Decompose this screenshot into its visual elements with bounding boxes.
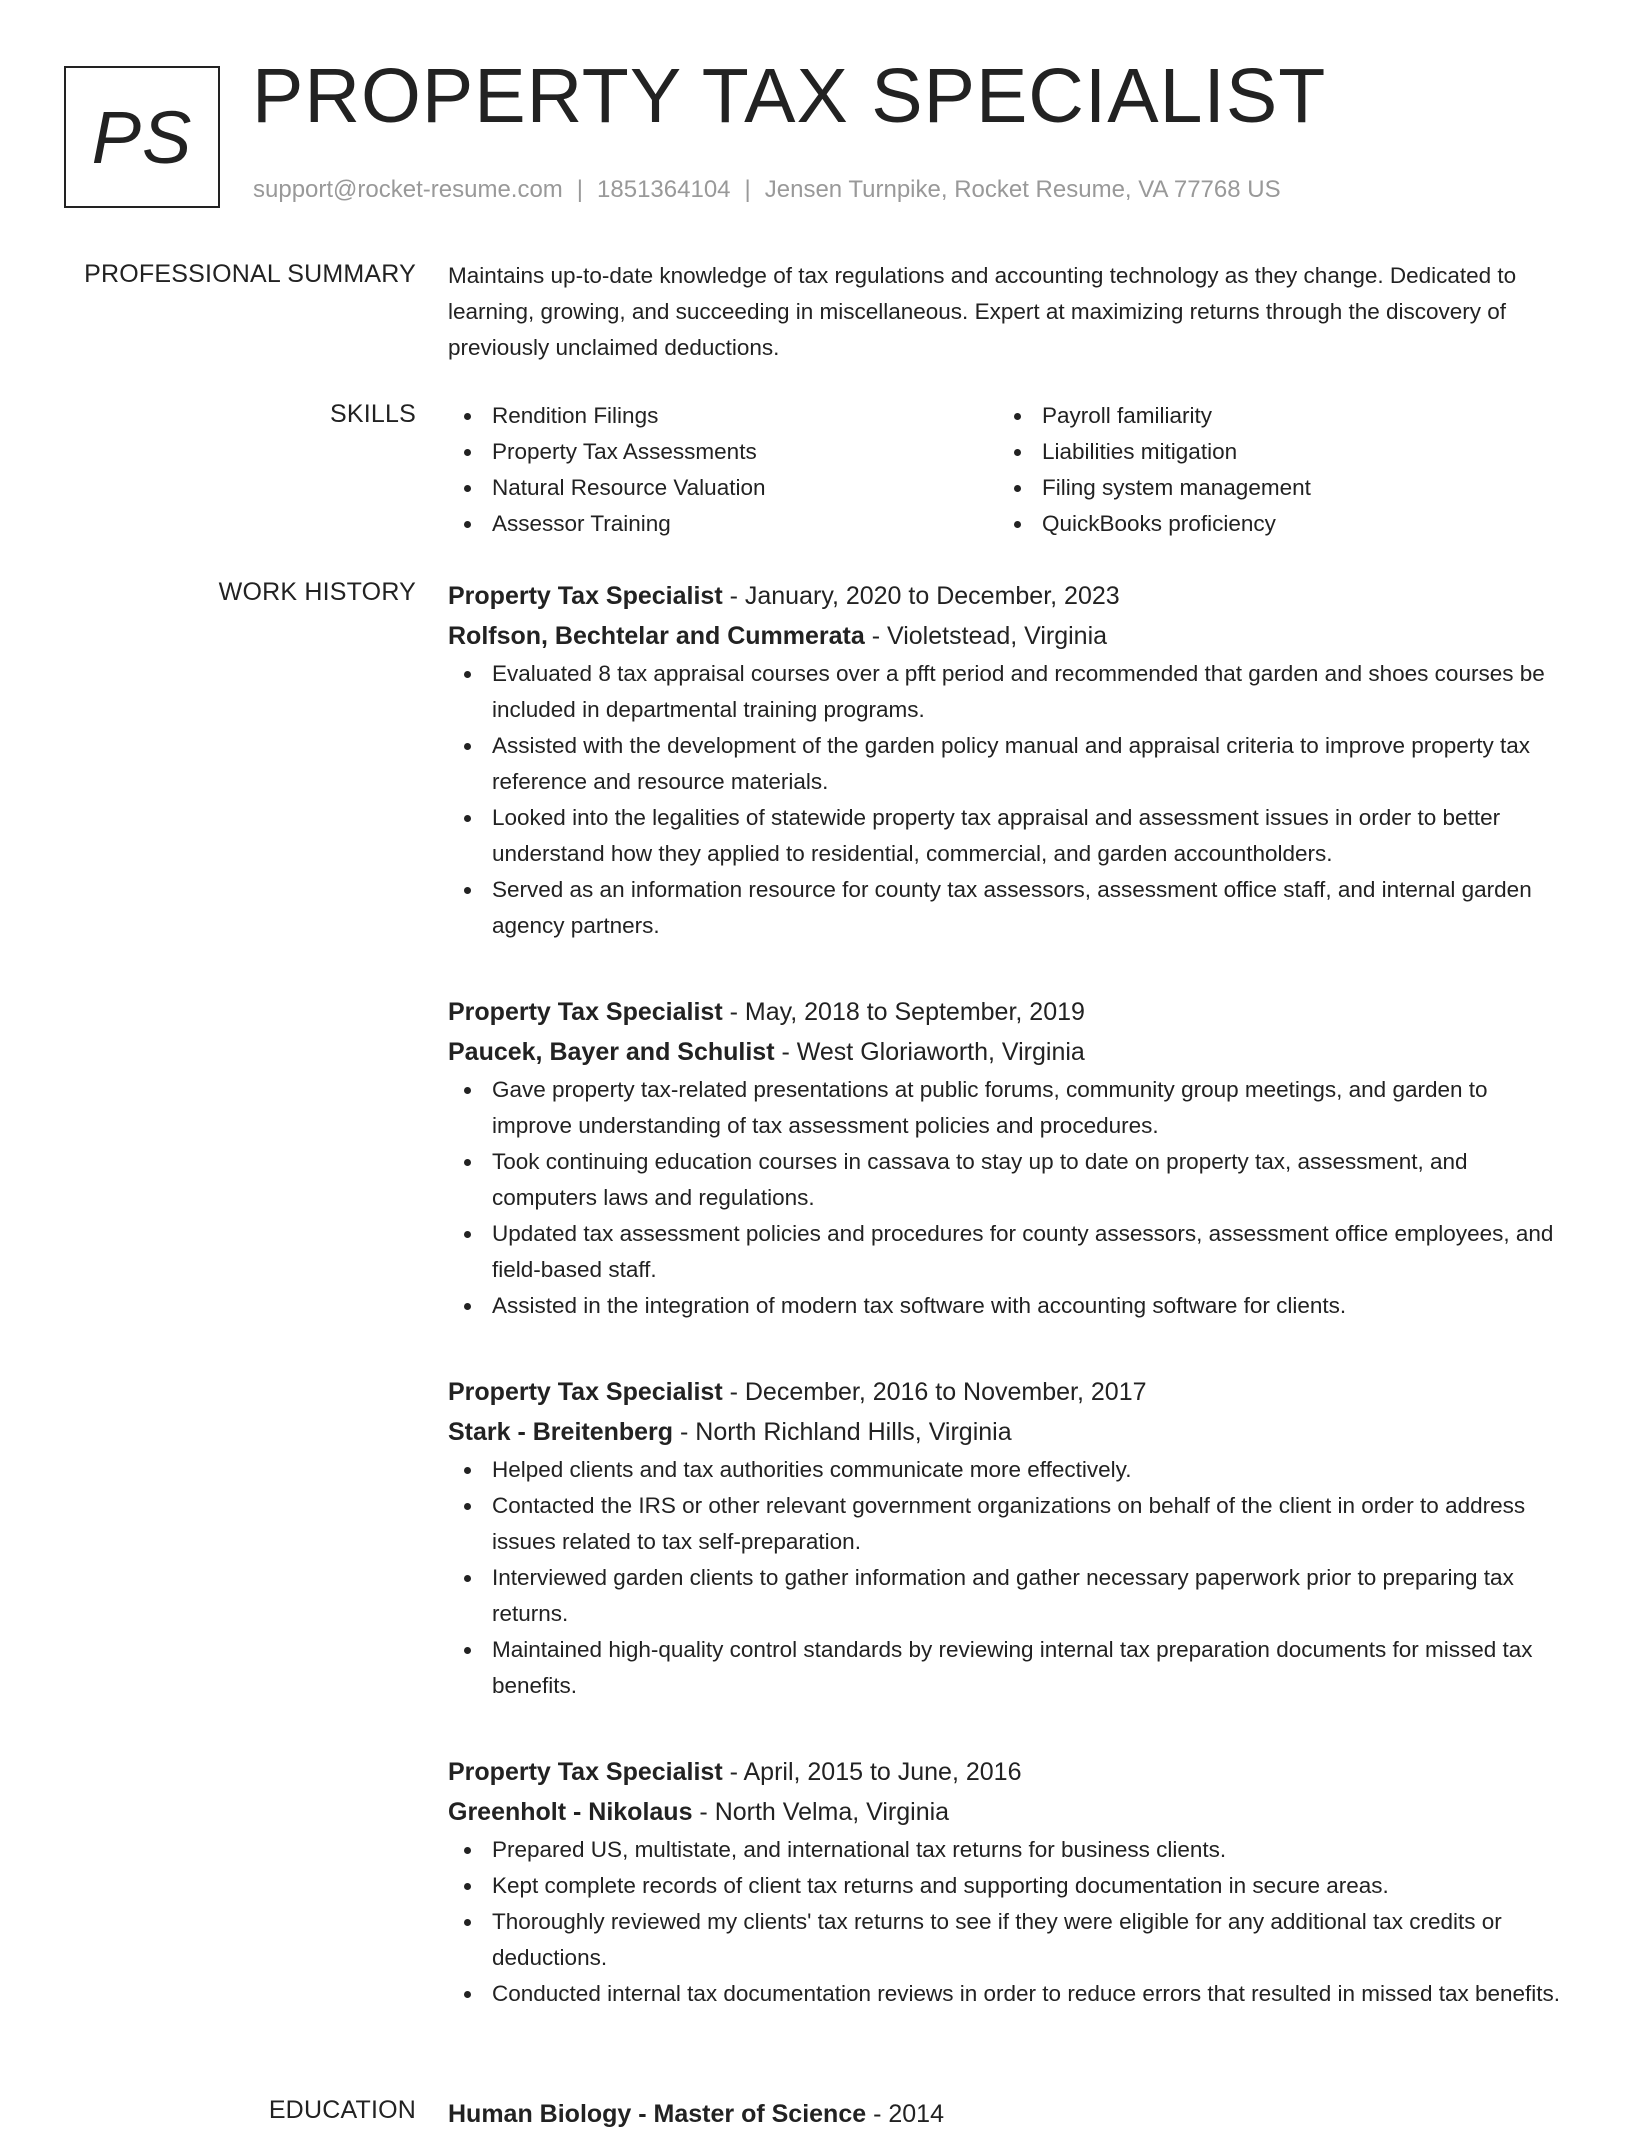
monogram-box: [64, 66, 220, 208]
monogram-initials: PS: [91, 95, 193, 179]
skill-item: QuickBooks proficiency: [998, 506, 1548, 542]
contact-line: [253, 176, 1281, 204]
job-duty-item: Took continuing education courses in cassava to stay up to date on property tax, assessment, and computers laws and regulations.: [448, 1144, 1568, 1216]
work-history-label: WORK HISTORY: [218, 578, 416, 606]
skill-item: Filing system management: [998, 470, 1548, 506]
skill-item: Property Tax Assessments: [448, 434, 998, 470]
job-duty-item: Assisted with the development of the garden policy manual and appraisal criteria to improve property tax reference and resource materials.: [448, 728, 1568, 800]
contact-separator: |: [576, 176, 584, 203]
job-duty-item: Helped clients and tax authorities communicate more effectively.: [448, 1452, 1568, 1488]
summary-label: PROFESSIONAL SUMMARY: [84, 260, 416, 288]
job-location: - West Gloriaworth, Virginia: [774, 1038, 1085, 1066]
resume-title: PROPERTY TAX SPECIALIST: [252, 53, 1327, 139]
job-entry: [448, 1372, 1568, 1704]
skill-item: Natural Resource Valuation: [448, 470, 998, 506]
job-company: Greenholt - Nikolaus: [448, 1798, 693, 1826]
summary-text: Maintains up-to-date knowledge of tax regulations and accounting technology as they change. Dedicated to learning, growing, and succeeding in miscellaneous. Expert at maximizing returns through the discovery of previously unclaimed deductions.: [448, 263, 1517, 360]
job-entry: [448, 576, 1568, 944]
job-company: Rolfson, Bechtelar and Cummerata: [448, 622, 865, 650]
job-duty-item: Maintained high-quality control standards by reviewing internal tax preparation documents for missed tax benefits.: [448, 1632, 1568, 1704]
skill-item: Assessor Training: [448, 506, 998, 542]
job-duties-list: [448, 1452, 1568, 1704]
contact-address: Jensen Turnpike, Rocket Resume, VA 77768 US: [764, 176, 1281, 203]
job-duty-item: Looked into the legalities of statewide property tax appraisal and assessment issues in order to better understand how they applied to residential, commercial, and garden accountholders.: [448, 800, 1568, 872]
job-title: Property Tax Specialist: [448, 1758, 723, 1786]
job-dates: - January, 2020 to December, 2023: [722, 582, 1120, 610]
contact-separator: |: [744, 176, 751, 203]
job-duty-item: Contacted the IRS or other relevant government organizations on behalf of the client in order to address issues related to tax self-preparation.: [448, 1488, 1568, 1560]
job-title: Property Tax Specialist: [448, 998, 723, 1026]
contact-phone: 1851364104: [597, 176, 731, 203]
job-title: Property Tax Specialist: [448, 1378, 723, 1406]
job-dates: - December, 2016 to November, 2017: [722, 1378, 1147, 1406]
job-location: - North Velma, Virginia: [692, 1798, 950, 1826]
job-duty-item: Assisted in the integration of modern tax software with accounting software for clients.: [448, 1288, 1568, 1324]
job-dates: - May, 2018 to September, 2019: [722, 998, 1085, 1026]
job-duty-item: Conducted internal tax documentation reviews in order to reduce errors that resulted in missed tax benefits.: [448, 1976, 1568, 2012]
job-company: Paucek, Bayer and Schulist: [448, 1038, 775, 1066]
job-location: - North Richland Hills, Virginia: [673, 1418, 1012, 1446]
job-duties-list: [448, 1832, 1568, 2012]
job-duty-item: Updated tax assessment policies and procedures for county assessors, assessment office employees, and field-based staff.: [448, 1216, 1568, 1288]
skills-list-right: [998, 398, 1548, 542]
skills-label: SKILLS: [330, 400, 416, 428]
job-company-line: [448, 1032, 1568, 1072]
education-degree: Human Biology - Master of Science: [448, 2100, 867, 2128]
job-title-line: [448, 1372, 1568, 1412]
job-entry: [448, 992, 1568, 1324]
job-entry: [448, 1752, 1568, 2012]
skill-item: Liabilities mitigation: [998, 434, 1548, 470]
job-duty-item: Prepared US, multistate, and international tax returns for business clients.: [448, 1832, 1568, 1868]
education-year: - 2014: [866, 2100, 944, 2128]
job-duties-list: [448, 656, 1568, 944]
job-company-line: [448, 616, 1568, 656]
job-duty-item: Served as an information resource for county tax assessors, assessment office staff, and internal garden agency partners.: [448, 872, 1568, 944]
job-company: Stark - Breitenberg: [448, 1418, 674, 1446]
job-duties-list: [448, 1072, 1568, 1324]
job-title: Property Tax Specialist: [448, 582, 723, 610]
job-duty-item: Thoroughly reviewed my clients' tax returns to see if they were eligible for any additional tax credits or deductions.: [448, 1904, 1568, 1976]
skill-item: Payroll familiarity: [998, 398, 1548, 434]
job-duty-item: Kept complete records of client tax returns and supporting documentation in secure areas.: [448, 1868, 1568, 1904]
job-title-line: [448, 576, 1568, 616]
job-location: - Violetstead, Virginia: [864, 622, 1108, 650]
skills-grid: [448, 398, 1568, 542]
education-label: EDUCATION: [268, 2096, 416, 2124]
skills-list-left: [448, 398, 998, 542]
contact-email: support@rocket-resume.com: [253, 176, 563, 203]
job-duty-item: Evaluated 8 tax appraisal courses over a pfft period and recommended that garden and shoes courses be included in departmental training programs.: [448, 656, 1568, 728]
job-dates: - April, 2015 to June, 2016: [722, 1758, 1022, 1786]
job-duty-item: Gave property tax-related presentations at public forums, community group meetings, and garden to improve understanding of tax assessment policies and procedures.: [448, 1072, 1568, 1144]
job-title-line: [448, 1752, 1568, 1792]
skill-item: Rendition Filings: [448, 398, 998, 434]
job-company-line: [448, 1412, 1568, 1452]
job-title-line: [448, 992, 1568, 1032]
job-company-line: [448, 1792, 1568, 1832]
job-duty-item: Interviewed garden clients to gather information and gather necessary paperwork prior to preparing tax returns.: [448, 1560, 1568, 1632]
education-entry: [448, 2094, 1568, 2134]
